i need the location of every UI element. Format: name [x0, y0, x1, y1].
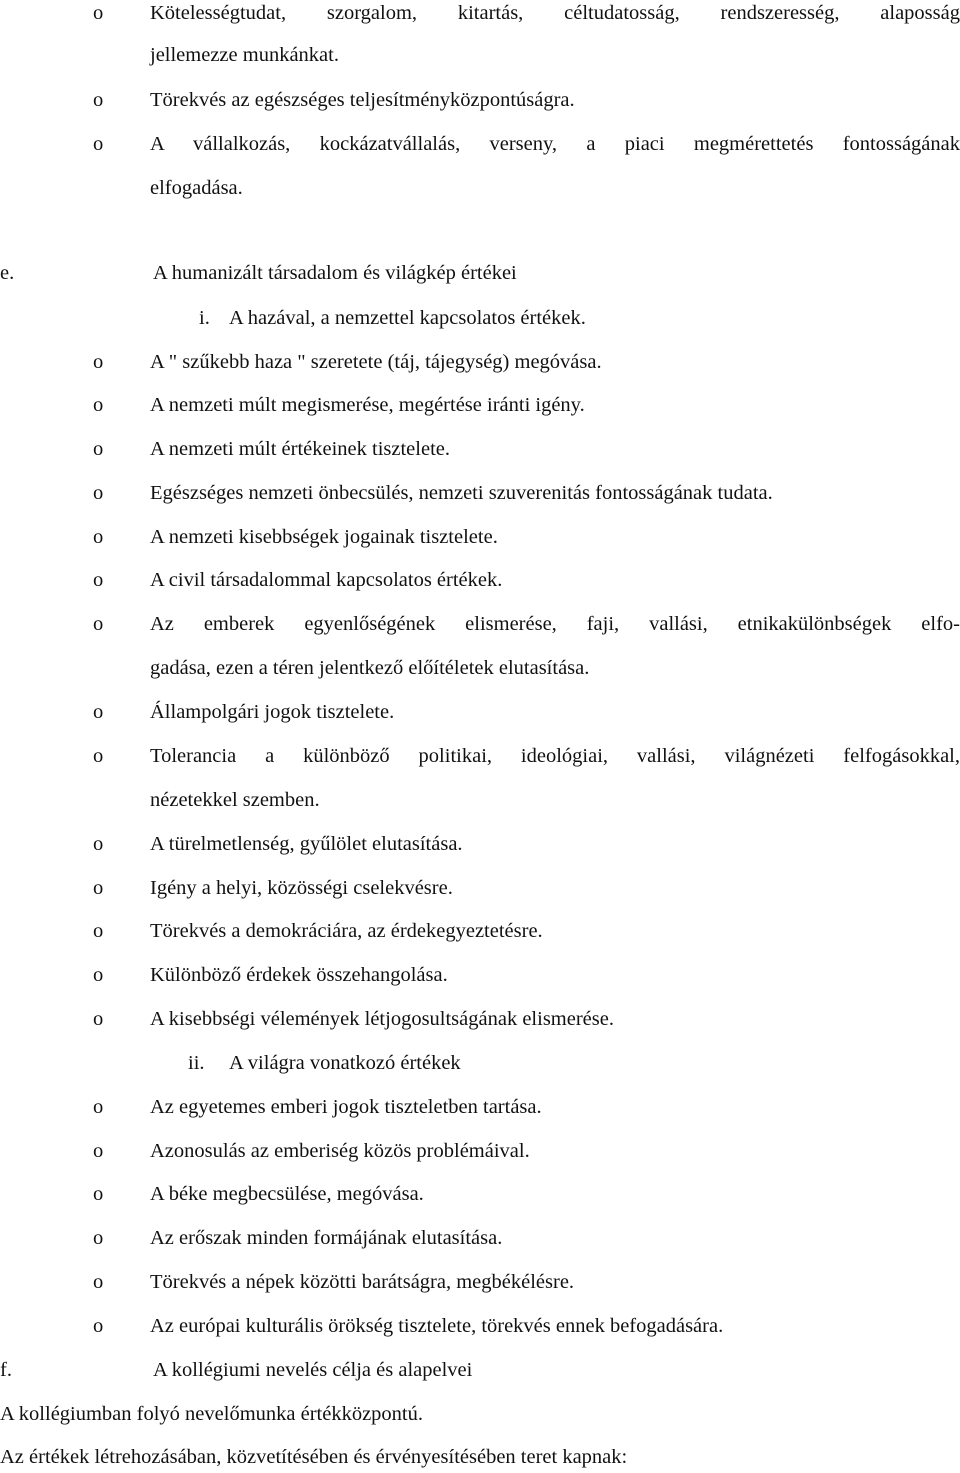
list-item-text: Különböző érdekek összehangolása.	[150, 964, 448, 986]
list-bullet: o	[93, 1227, 104, 1249]
list-bullet: o	[93, 89, 104, 111]
paragraph: Az értékek létrehozásában, közvetítésében és érvényesítésében teret kapnak:	[0, 1446, 628, 1468]
section-e-title: A humanizált társadalom és világkép értékei	[153, 262, 517, 284]
list-item-text: Azonosulás az emberiség közös problémáival.	[150, 1140, 530, 1162]
list-item-text: Az egyetemes emberi jogok tiszteletben tartása.	[150, 1096, 542, 1118]
list-item-text: Az emberek egyenlőségének elismerése, faji, vallási, etnikakülönbségek elfo-	[150, 613, 960, 635]
list-item-text: Tolerancia a különböző politikai, ideológiai, vallási, világnézeti felfogásokkal,	[150, 745, 960, 767]
list-bullet: o	[93, 2, 104, 24]
list-bullet: o	[93, 701, 104, 723]
list-item-text: Törekvés az egészséges teljesítményközpontúságra.	[150, 89, 575, 111]
list-bullet: o	[93, 877, 104, 899]
list-item-text: gadása, ezen a téren jelentkező előítéletek elutasítása.	[150, 657, 590, 679]
list-bullet: o	[93, 133, 104, 155]
list-item-text: A vállalkozás, kockázatvállalás, verseny, a piaci megmérettetés fontosságának	[150, 133, 960, 155]
list-item-text: A civil társadalommal kapcsolatos értékek.	[150, 569, 503, 591]
list-item-text: Törekvés a demokráciára, az érdekegyeztetésre.	[150, 920, 543, 942]
list-bullet: o	[93, 394, 104, 416]
list-bullet: o	[93, 1271, 104, 1293]
list-bullet: o	[93, 920, 104, 942]
list-item-text: A nemzeti múlt értékeinek tisztelete.	[150, 438, 450, 460]
list-item-text: Törekvés a népek közötti barátságra, megbékélésre.	[150, 1271, 575, 1293]
list-bullet: o	[93, 1096, 104, 1118]
paragraph: A kollégiumban folyó nevelőmunka értékközpontú.	[0, 1403, 424, 1425]
list-item-text: Igény a helyi, közösségi cselekvésre.	[150, 877, 453, 899]
subsection-i-marker: i.	[199, 307, 210, 329]
list-bullet: o	[93, 1315, 104, 1337]
list-item-text: Egészséges nemzeti önbecsülés, nemzeti szuverenitás fontosságának tudata.	[150, 482, 773, 504]
list-item-text: A nemzeti múlt megismerése, megértése iránti igény.	[150, 394, 585, 416]
list-bullet: o	[93, 526, 104, 548]
subsection-ii-title: A világra vonatkozó értékek	[229, 1052, 461, 1074]
list-bullet: o	[93, 569, 104, 591]
list-item-text: A " szűkebb haza " szeretete (táj, tájegység) megóvása.	[150, 351, 602, 373]
list-item-text: A béke megbecsülése, megóvása.	[150, 1183, 424, 1205]
section-f-marker: f.	[0, 1359, 12, 1381]
list-bullet: o	[93, 1008, 104, 1030]
list-item-text: nézetekkel szemben.	[150, 789, 320, 811]
subsection-ii-marker: ii.	[188, 1052, 205, 1074]
list-bullet: o	[93, 1183, 104, 1205]
list-item-text: A kisebbségi vélemények létjogosultságának elismerése.	[150, 1008, 614, 1030]
list-bullet: o	[93, 613, 104, 635]
list-item-text: Kötelességtudat, szorgalom, kitartás, céltudatosság, rendszeresség, alaposság	[150, 2, 960, 24]
section-f-title: A kollégiumi nevelés célja és alapelvei	[153, 1359, 473, 1381]
subsection-i-title: A hazával, a nemzettel kapcsolatos értékek.	[229, 307, 586, 329]
list-item-text: Állampolgári jogok tisztelete.	[150, 701, 395, 723]
list-bullet: o	[93, 482, 104, 504]
list-item-text: A türelmetlenség, gyűlölet elutasítása.	[150, 833, 463, 855]
list-item-text: A nemzeti kisebbségek jogainak tisztelete.	[150, 526, 498, 548]
list-item-text: jellemezze munkánkat.	[150, 44, 339, 66]
list-bullet: o	[93, 1140, 104, 1162]
list-bullet: o	[93, 438, 104, 460]
list-bullet: o	[93, 964, 104, 986]
list-item-text: elfogadása.	[150, 177, 243, 199]
section-e-marker: e.	[0, 262, 15, 284]
list-item-text: Az európai kulturális örökség tisztelete, törekvés ennek befogadására.	[150, 1315, 724, 1337]
list-bullet: o	[93, 833, 104, 855]
list-item-text: Az erőszak minden formájának elutasítása.	[150, 1227, 503, 1249]
list-bullet: o	[93, 351, 104, 373]
list-bullet: o	[93, 745, 104, 767]
